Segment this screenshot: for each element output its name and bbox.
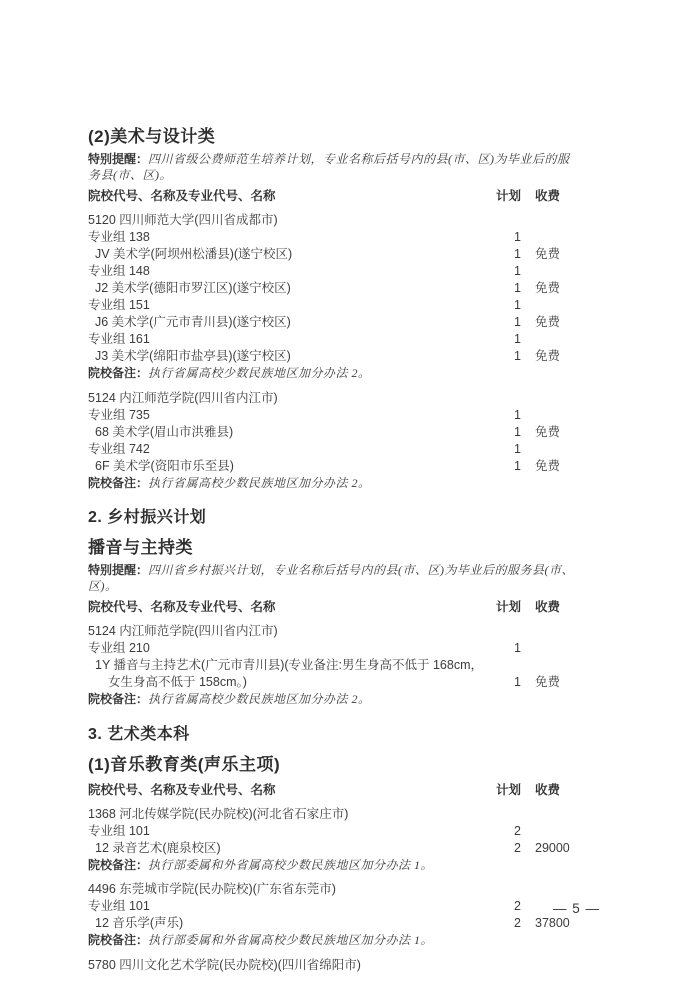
group-name: 专业组 151 bbox=[88, 298, 150, 312]
special-notice-text: 四川省乡村振兴计划，专业名称后括号内的县(市、区)为毕业后的服务县(市、区)。 bbox=[88, 563, 575, 593]
group-name: 专业组 161 bbox=[88, 332, 150, 346]
document-content bbox=[88, 116, 577, 974]
school-remark bbox=[88, 365, 577, 382]
major-row bbox=[88, 424, 577, 441]
fee-value: 免费 bbox=[535, 458, 561, 473]
major-name-line2: 女生身高不低于 158cm。) bbox=[108, 675, 247, 689]
group-row bbox=[88, 263, 577, 280]
plan-value: 1 bbox=[514, 641, 521, 655]
category-heading: (1)音乐教育类(声乐主项) bbox=[88, 754, 281, 774]
plan-value: 1 bbox=[514, 349, 521, 363]
major-name: JV 美术学(阿坝州松潘县)(遂宁校区) bbox=[95, 247, 293, 261]
plan-value: 1 bbox=[514, 424, 521, 439]
group-name: 专业组 101 bbox=[88, 899, 150, 913]
group-row bbox=[88, 898, 577, 915]
group-name: 专业组 148 bbox=[88, 264, 150, 278]
major-name: 12 音乐学(声乐) bbox=[95, 916, 184, 930]
column-header-plan: 计划 bbox=[495, 782, 521, 797]
school-remark bbox=[88, 475, 577, 492]
school-remark-text: 执行省属高校少数民族地区加分办法 2。 bbox=[148, 366, 371, 380]
group-row bbox=[88, 640, 577, 657]
school-remark-label: 院校备注： bbox=[88, 692, 149, 706]
special-notice bbox=[88, 563, 577, 594]
fee-value: 免费 bbox=[535, 281, 561, 295]
plan-value: 2 bbox=[514, 823, 521, 838]
table-header-row bbox=[88, 780, 577, 798]
school-row: 4496 东莞城市学院(民办院校)(广东省东莞市) bbox=[88, 882, 336, 896]
column-header-fee: 收费 bbox=[535, 189, 561, 203]
column-header-fee: 收费 bbox=[535, 600, 561, 614]
major-row bbox=[88, 348, 577, 365]
group-row bbox=[88, 297, 577, 314]
page-number: — 5 — bbox=[553, 901, 601, 916]
category-heading: 播音与主持类 bbox=[88, 538, 193, 557]
school-remark-label: 院校备注： bbox=[88, 857, 149, 872]
major-name: 6F 美术学(资阳市乐至县) bbox=[95, 458, 234, 473]
major-name: 68 美术学(眉山市洪雅县) bbox=[95, 424, 234, 439]
fee-value: 免费 bbox=[535, 675, 561, 689]
group-row bbox=[88, 441, 577, 458]
major-row bbox=[88, 657, 577, 691]
fee-value: 免费 bbox=[535, 315, 561, 329]
plan-value: 1 bbox=[514, 675, 521, 689]
fee-value: 免费 bbox=[535, 247, 561, 261]
major-name: J6 美术学(广元市青川县)(遂宁校区) bbox=[95, 315, 291, 329]
fee-value: 29000 bbox=[535, 840, 570, 855]
plan-value: 1 bbox=[514, 230, 521, 244]
column-header-name: 院校代号、名称及专业代号、名称 bbox=[88, 189, 276, 203]
column-header-plan: 计划 bbox=[495, 600, 521, 614]
group-name: 专业组 138 bbox=[88, 230, 150, 244]
major-row bbox=[88, 840, 577, 857]
table-header-row bbox=[88, 597, 577, 615]
section-heading: 2. 乡村振兴计划 bbox=[88, 509, 207, 526]
school-row: 5780 四川文化艺术学院(民办院校)(四川省绵阳市) bbox=[88, 957, 361, 972]
fee-value: 37800 bbox=[535, 916, 570, 930]
school-row: 5120 四川师范大学(四川省成都市) bbox=[88, 213, 278, 227]
school-row: 5124 内江师范学院(四川省内江市) bbox=[88, 624, 278, 638]
school-remark bbox=[88, 857, 577, 874]
major-name: J3 美术学(绵阳市盐亭县)(遂宁校区) bbox=[95, 349, 291, 363]
plan-value: 1 bbox=[514, 458, 521, 473]
school-remark bbox=[88, 691, 577, 708]
plan-value: 2 bbox=[514, 916, 521, 930]
section-heading: 3. 艺术类本科 bbox=[88, 725, 190, 743]
major-name bbox=[88, 657, 489, 691]
special-notice-text: 四川省级公费师范生培养计划，专业名称后括号内的县(市、区)为毕业后的服务县(市、区)。 bbox=[88, 152, 570, 182]
major-name-line1: 1Y 播音与主持艺术(广元市青川县)(专业备注:男生身高不低于 168cm， bbox=[95, 658, 483, 672]
plan-value: 1 bbox=[514, 298, 521, 312]
major-row bbox=[88, 458, 577, 475]
plan-value: 1 bbox=[514, 315, 521, 329]
group-row bbox=[88, 331, 577, 348]
school-remark-text: 执行省属高校少数民族地区加分办法 2。 bbox=[148, 692, 371, 706]
school-remark-text: 执行部委属和外省属高校少数民族地区加分办法 1。 bbox=[148, 857, 434, 872]
school-remark-label: 院校备注： bbox=[88, 366, 149, 380]
group-name: 专业组 735 bbox=[88, 407, 150, 422]
column-header-name: 院校代号、名称及专业代号、名称 bbox=[88, 782, 276, 797]
plan-value: 1 bbox=[514, 332, 521, 346]
fee-value: 免费 bbox=[535, 349, 561, 363]
plan-value: 2 bbox=[514, 840, 521, 855]
special-notice-label: 特别提醒： bbox=[88, 152, 149, 166]
special-notice bbox=[88, 152, 577, 183]
major-name: 12 录音艺术(鹿泉校区) bbox=[95, 840, 221, 855]
special-notice-label: 特别提醒： bbox=[88, 563, 149, 577]
plan-value: 2 bbox=[514, 899, 521, 913]
fee-value: 免费 bbox=[535, 424, 561, 439]
table-header-row bbox=[88, 186, 577, 204]
plan-value: 1 bbox=[514, 247, 521, 261]
school-remark bbox=[88, 932, 577, 949]
group-row bbox=[88, 823, 577, 840]
plan-value: 1 bbox=[514, 281, 521, 295]
school-remark-label: 院校备注： bbox=[88, 933, 149, 947]
group-name: 专业组 742 bbox=[88, 441, 150, 456]
column-header-plan: 计划 bbox=[495, 189, 521, 203]
category-heading: (2)美术与设计类 bbox=[88, 127, 216, 146]
school-remark-text: 执行部委属和外省属高校少数民族地区加分办法 1。 bbox=[148, 933, 434, 947]
major-row bbox=[88, 246, 577, 263]
school-row: 1368 河北传媒学院(民办院校)(河北省石家庄市) bbox=[88, 806, 349, 821]
group-name: 专业组 210 bbox=[88, 641, 150, 655]
column-header-fee: 收费 bbox=[535, 782, 561, 797]
plan-value: 1 bbox=[514, 441, 521, 456]
major-name: J2 美术学(德阳市罗江区)(遂宁校区) bbox=[95, 281, 291, 295]
school-remark-text: 执行省属高校少数民族地区加分办法 2。 bbox=[148, 475, 371, 490]
major-row bbox=[88, 280, 577, 297]
group-row bbox=[88, 407, 577, 424]
school-row: 5124 内江师范学院(四川省内江市) bbox=[88, 390, 278, 405]
plan-value: 1 bbox=[514, 407, 521, 422]
school-remark-label: 院校备注： bbox=[88, 475, 149, 490]
group-row bbox=[88, 229, 577, 246]
group-name: 专业组 101 bbox=[88, 823, 150, 838]
major-row bbox=[88, 915, 577, 932]
plan-value: 1 bbox=[514, 264, 521, 278]
column-header-name: 院校代号、名称及专业代号、名称 bbox=[88, 600, 276, 614]
major-row bbox=[88, 314, 577, 331]
